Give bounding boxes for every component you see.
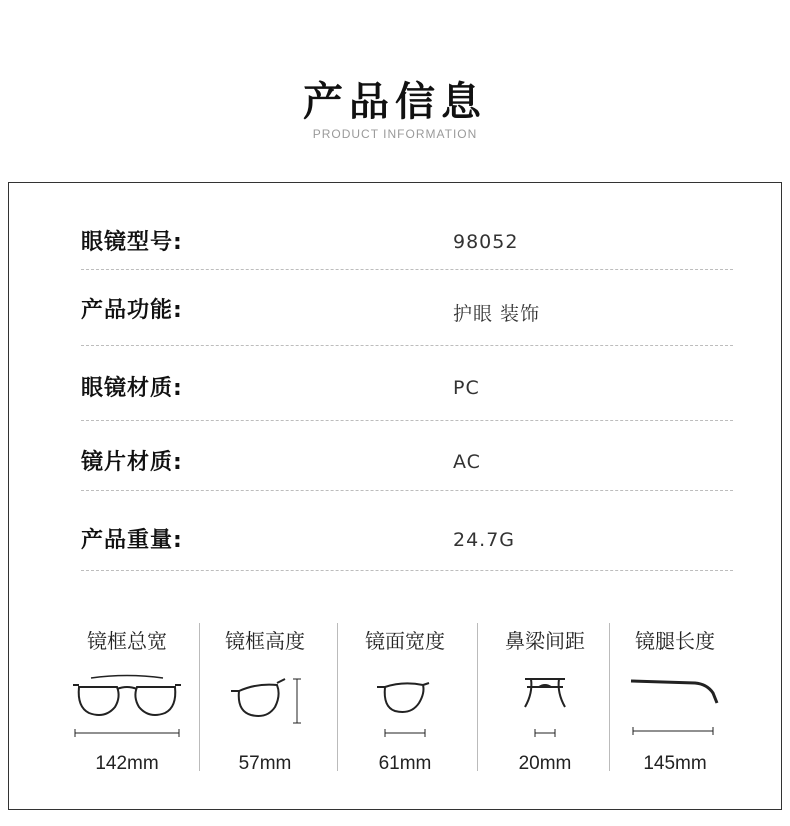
row-divider	[81, 490, 733, 491]
frame-height-icon	[199, 663, 331, 741]
spec-value: 护眼 装饰	[453, 303, 541, 325]
dimension-label: 镜框高度	[225, 629, 305, 653]
dimension-label: 镜框总宽	[87, 629, 167, 653]
row-divider	[81, 345, 733, 346]
dimension-frame-height	[199, 615, 331, 785]
spec-row-function	[81, 289, 733, 349]
spec-value: 24.7G	[453, 529, 516, 551]
row-divider	[81, 269, 733, 270]
spec-row-model	[81, 221, 733, 281]
dimension-value: 20mm	[518, 753, 572, 774]
spec-row-frame-material	[81, 367, 733, 427]
dimension-value: 57mm	[238, 753, 292, 774]
spec-label: 产品重量:	[81, 528, 183, 553]
spec-label: 镜片材质:	[81, 450, 183, 475]
spec-label: 眼镜材质:	[81, 376, 183, 401]
page-subtitle: PRODUCT INFORMATION	[312, 127, 478, 141]
dimension-value: 61mm	[378, 753, 432, 774]
row-divider	[81, 420, 733, 421]
spec-label: 眼镜型号:	[81, 230, 183, 255]
dimension-temple-length	[609, 615, 741, 785]
frame-width-icon	[61, 663, 193, 741]
bridge-width-icon	[479, 663, 611, 741]
spec-value: 98052	[453, 231, 519, 253]
spec-value: PC	[453, 377, 480, 399]
column-divider	[477, 623, 478, 771]
dimension-label: 鼻梁间距	[505, 629, 585, 653]
temple-length-icon	[609, 663, 741, 741]
dimension-value: 145mm	[643, 753, 707, 774]
dimensions-section	[71, 615, 731, 785]
lens-width-icon	[339, 663, 471, 741]
spec-label: 产品功能:	[81, 298, 183, 323]
dimension-label: 镜腿长度	[635, 629, 715, 653]
dimension-label: 镜面宽度	[365, 629, 445, 653]
info-panel	[8, 182, 782, 810]
column-divider	[337, 623, 338, 771]
dimension-lens-width	[339, 615, 471, 785]
spec-row-weight	[81, 519, 733, 579]
dimension-frame-width	[61, 615, 193, 785]
row-divider	[81, 570, 733, 571]
spec-value: AC	[453, 451, 481, 473]
spec-row-lens-material	[81, 441, 733, 501]
dimension-value: 142mm	[95, 753, 159, 774]
page-title: 产品信息	[303, 79, 487, 125]
dimension-bridge-width	[479, 615, 611, 785]
